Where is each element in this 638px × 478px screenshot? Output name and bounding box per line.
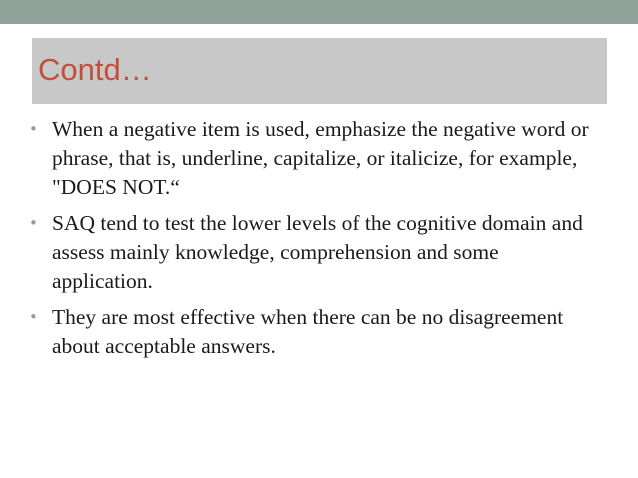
bullet-text: When a negative item is used, emphasize the negative word or phrase, that is, underline, capitalize, or italicize, for example, "DOES NOT.“ [52, 117, 589, 199]
bullet-list [28, 115, 603, 368]
slide-title: Contd… [38, 52, 152, 87]
bullet-item-negative-items [28, 115, 603, 202]
bullet-marker: • [29, 120, 38, 138]
bullet-marker: • [29, 308, 38, 326]
bullet-text: They are most effective when there can be no disagreement about acceptable answers. [52, 305, 564, 358]
bullet-item-saq-levels [28, 209, 603, 296]
bullet-item-effectiveness [28, 303, 603, 361]
top-accent-band [0, 0, 638, 24]
title-bar [32, 38, 607, 104]
bullet-marker: • [29, 214, 38, 232]
bullet-text: SAQ tend to test the lower levels of the cognitive domain and assess mainly knowledge, comprehension and some application. [52, 211, 583, 293]
